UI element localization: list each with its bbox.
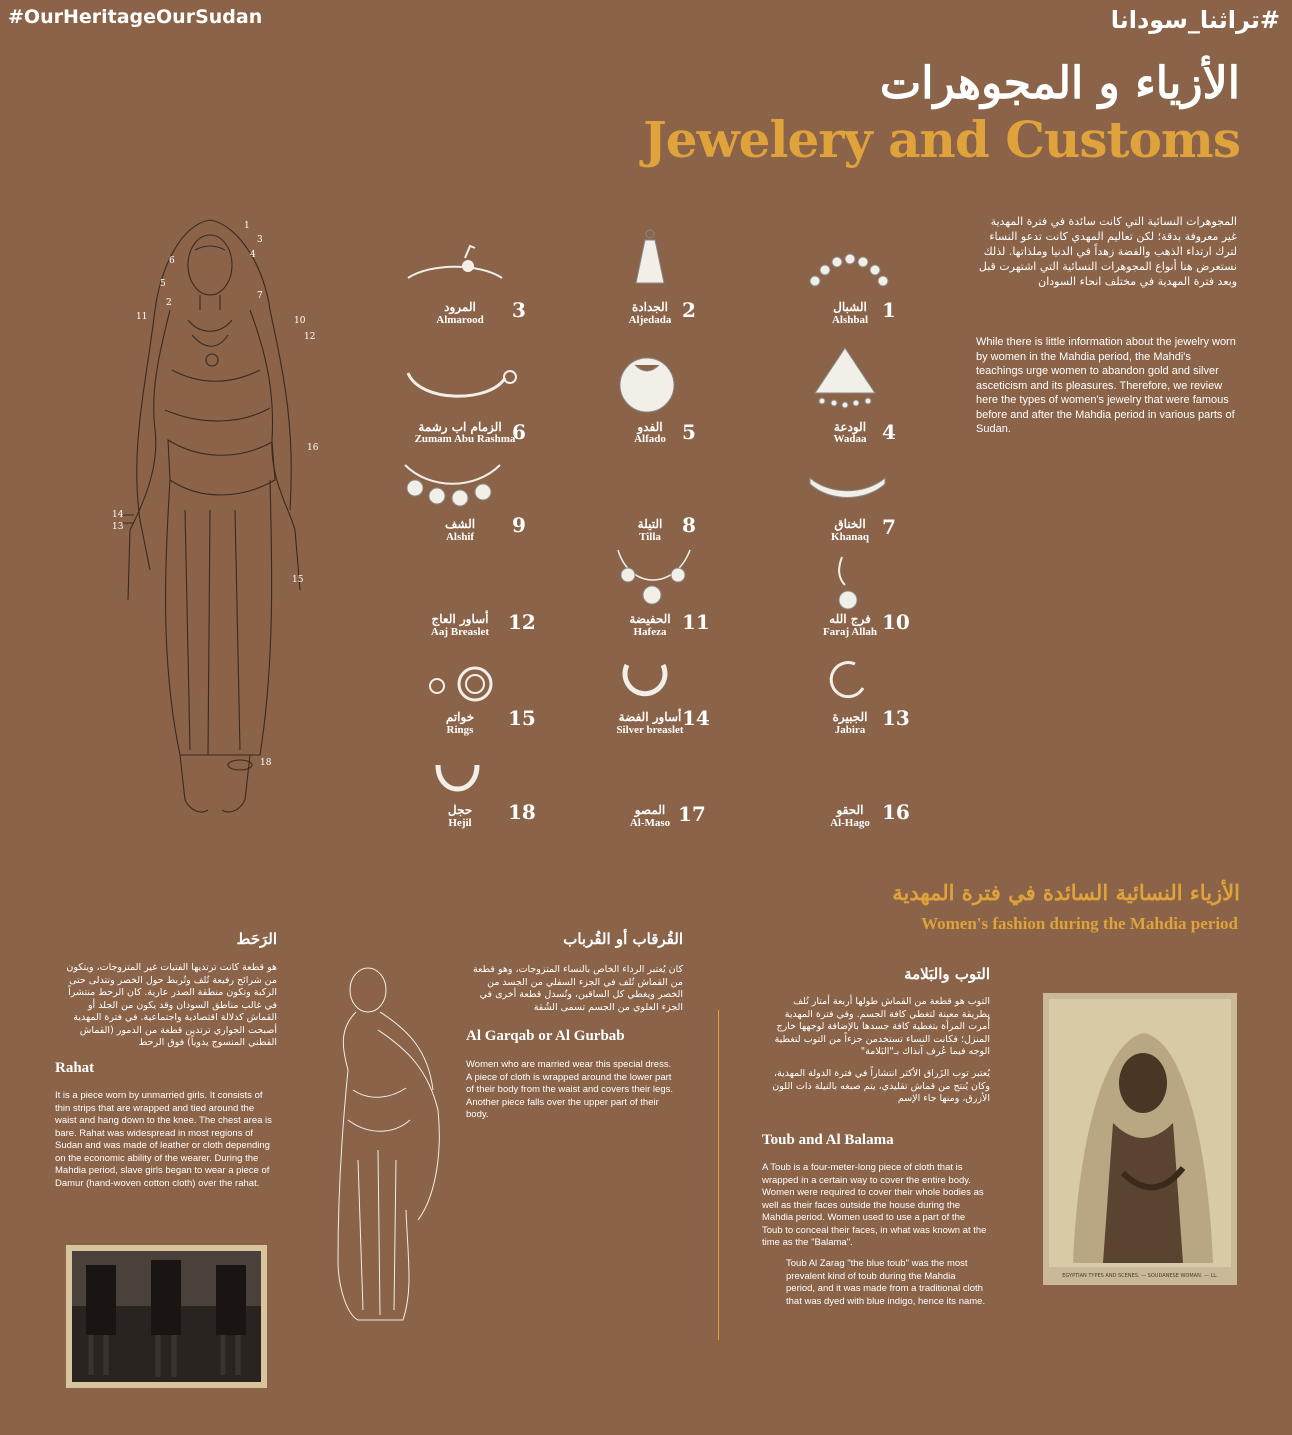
figure-number: 2 [166, 298, 172, 308]
jewel-number: 1 [882, 298, 896, 322]
jewel-name-en: Khanaq [831, 531, 869, 543]
jewel-name-ar: حجل [447, 803, 473, 817]
toub-text-en-2: Toub Al Zarag "the blue toub" was the most prevalent kind of toub during the Mahdia period, and it was made from a traditional cloth that was dyed with blue indigo, hence its name. [786, 1258, 986, 1307]
rings-icon [425, 658, 505, 708]
jewel-number: 14 [682, 706, 710, 730]
jewel-name-en: Alshbal [831, 314, 869, 326]
jewel-number: 6 [512, 420, 526, 444]
toub-title-ar: التوب والبَلامة [904, 965, 990, 983]
page-title-en: Jewelery and Customs [643, 110, 1240, 169]
jewel-name-ar: المرود [444, 300, 476, 314]
jewel-number: 5 [682, 420, 696, 444]
jewel-item-khanaq [790, 455, 940, 550]
jewel-name-ar: الجدادة [632, 300, 668, 314]
jewel-number: 17 [678, 802, 706, 826]
jewel-number: 11 [682, 610, 710, 634]
jewel-item-al-hago [790, 745, 940, 840]
garqab-title-en: Al Garqab or Al Gurbab [466, 1028, 625, 1044]
jewel-name-ar: الفدو [637, 420, 663, 434]
figure-number: 3 [257, 235, 263, 245]
figure-number: 18 [260, 758, 272, 768]
figure-number: 6 [169, 256, 175, 266]
jewel-number: 7 [882, 515, 896, 539]
jewel-number: 15 [508, 706, 536, 730]
almarood-icon [400, 238, 510, 293]
jewel-item-zumam [400, 348, 550, 443]
page-title-ar: الأزياء و المجوهرات [879, 58, 1240, 109]
jewel-item-rings [400, 648, 550, 743]
jewel-item-hafeza [590, 550, 740, 645]
jabira-icon [825, 658, 870, 703]
zumam-icon [400, 363, 520, 413]
jewel-number: 16 [882, 800, 910, 824]
figure-number: 13 [112, 522, 124, 532]
jewel-number: 4 [882, 420, 896, 444]
garqab-title-ar: القُرقاب أو القُرباب [563, 930, 683, 948]
jewel-name-en: Alfado [634, 433, 666, 445]
jewel-name-ar: التيلة [637, 517, 663, 531]
silver-breaslet-icon [615, 653, 675, 708]
jewel-item-al-maso [590, 745, 740, 840]
jewel-name-en: Alshif [445, 531, 475, 543]
jewel-item-aaj-breaslet [400, 550, 550, 645]
jewel-name-ar: فرج الله [829, 612, 871, 626]
jewel-name-ar: الودعة [833, 420, 867, 434]
jewel-item-hejil [400, 745, 550, 840]
jewel-number: 10 [882, 610, 910, 634]
rahat-title-en: Rahat [55, 1060, 95, 1076]
jewel-name-ar: الحفيضة [629, 612, 671, 626]
rahat-photo [66, 1245, 267, 1388]
jewel-number: 3 [512, 298, 526, 322]
jewel-name-en: Jabira [834, 724, 866, 736]
jewel-name-en: Al-Maso [629, 817, 671, 829]
jewel-name-ar: أساور العاج [431, 612, 489, 626]
figure-number: 11 [136, 312, 148, 322]
figure-number: 10 [294, 316, 306, 326]
jewel-item-aljedada [590, 238, 740, 333]
alfado-icon [615, 353, 680, 413]
jewel-name-en: Al-Hago [830, 817, 870, 829]
jewel-name-en: Silver breaslet [616, 724, 684, 736]
jewel-name-en: Rings [446, 724, 474, 736]
toub-text-ar-1: التوب هو قطعة من القماش طولها أربعة أمتار تُلف بطريقة معينة لتغطي كافة الجسم. وفي فترة المهدية أُمرت المرأة بتغطية كافة جسدها بالإضافة لوجهها خارج المنزل؛ فكانت النساء تستخدمن جزءاً من التوب لتغطية الوجه فيما عُرف آنذاك بـ"البَلامة" [774, 996, 990, 1057]
intro-text-ar: المجوهرات النسائية التي كانت سائدة في فترة المهدية غير معروفة بدقة؛ لكن تعاليم المهدي كانت تدعو النساء لترك ارتداء الذهب والفضة زهداً في الدنيا وملذاتها. لذلك نستعرض هنا أنواع المجوهرات النسائية التي اشتهرت قبل وبعد فترة المهدية في مختلف انحاء السودان [978, 215, 1237, 288]
jewel-name-en: Aljedada [628, 314, 672, 326]
jewel-item-wadaa [790, 348, 940, 443]
jewel-name-en: Almarood [436, 314, 484, 326]
fashion-title-ar: الأزياء النسائية السائدة في فترة المهدية [892, 880, 1240, 905]
jewel-name-en: Hafeza [633, 626, 667, 638]
jewel-number: 18 [508, 800, 536, 824]
jewel-item-tilla [590, 455, 740, 550]
toub-photo-image [1043, 993, 1237, 1285]
section-divider [718, 1010, 719, 1340]
toub-text-ar-2: يُعتبر توب الزَراق الأكثر انتشاراً في فترة الدولة المهدية، وكان يُنتج من قماش تقليدي، يتم صبغه بالنيلة ذات اللون الأزرق، ومنها جاء الإسم [772, 1068, 990, 1104]
jewel-name-ar: الشف [444, 517, 476, 531]
hafeza-icon [610, 545, 700, 615]
jewel-number: 8 [682, 513, 696, 537]
jewel-name-en: Wadaa [833, 433, 867, 445]
jewel-item-alshif [400, 455, 550, 550]
jewel-name-ar: أساور الفضة [618, 710, 682, 724]
fashion-title-en: Women's fashion during the Mahdia period [921, 914, 1238, 933]
jewel-item-almarood [400, 238, 550, 333]
alshif-icon [400, 460, 505, 510]
garqab-text-en: Women who are married wear this special dress. A piece of cloth is wrapped around the lower part of their body from the waist and covers their legs. Another piece falls over the upper part of their body. [466, 1059, 673, 1120]
figure-number: 16 [307, 443, 319, 453]
wadaa-icon [810, 343, 880, 413]
jewel-item-silver-breaslet [590, 648, 740, 743]
jewel-item-alshbal [790, 238, 940, 333]
figure-number: 1 [244, 221, 250, 231]
hashtag-en: #OurHeritageOurSudan [8, 6, 263, 28]
jewel-name-ar: المصو [634, 803, 666, 817]
hejil-icon [430, 757, 485, 797]
toub-text-en-1: A Toub is a four-meter-long piece of cloth that is wrapped in a certain way to cover the entire body. Women were required to cover their whole bodies as well as their faces outside the house during the Mahdia period. Women used to use a part of the Toub to conceal their faces, in what was known at the time as the "Balama". [762, 1162, 987, 1248]
rahat-text-en: It is a piece worn by unmarried girls. It consists of thin strips that are wrapped and tied around the waist and hang down to the knee. The chest area is bare. Rahat was widespread in most regions of Sudan and was made of leather or cloth depending on the economic ability of the wearer. During the Mahdia period, slave girls began to wear a piece of Damur (hand-woven cotton cloth) over the rahat. [55, 1090, 272, 1189]
jewel-name-ar: الزمام اب رشمة [418, 420, 502, 434]
woman-figure-illustration [100, 210, 330, 840]
jewel-name-en: Hejil [448, 817, 472, 829]
jewel-item-alfado [590, 348, 740, 443]
jewel-number: 9 [512, 513, 526, 537]
figure-number: 7 [257, 291, 263, 301]
rahat-text-ar: هو قطعة كانت ترتديها الفتيات غير المتزوجات، ويتكون من شرائح رفيعة تُلف وتُربط حول الخصر وتتدلى حتى الركبة وتكون منطقة الصدر عارية. كان الرحط منتشراً في غالب مناطق السودان وقد يكون من الجلد أو القماش كدلالة اقتصادية واجتماعية. في فترة المهدية أصبحت الجواري ترتدين قطعة من الدمور (القماش القطني المنسوج يدوياً) فوق الرحط [66, 962, 277, 1048]
khanaq-icon [805, 470, 890, 500]
jewel-item-jabira [790, 648, 940, 743]
jewel-name-en: Faraj Allah [822, 626, 878, 638]
figure-number: 14 [112, 510, 124, 520]
jewel-name-ar: خواتم [445, 710, 475, 724]
jewel-number: 13 [882, 706, 910, 730]
toub-photo [1043, 993, 1237, 1285]
intro-text-en: While there is little information about the jewelry worn by women in the Mahdia period, the Mahdi's teachings urge women to abandon gold and silver asceticism and its pleasures. Therefore, we review here the types of women's jewelry that were famous before and after the Mahdia period in various parts of Sudan. [976, 336, 1236, 435]
jewel-item-faraj-allah [790, 550, 940, 645]
figure-number: 4 [250, 250, 256, 260]
rahat-title-ar: الرَحَط [236, 930, 277, 948]
alshbal-icon [805, 246, 890, 291]
jewel-name-en: Zumam Abu Rashma [414, 433, 516, 445]
garqab-figure-illustration [318, 960, 448, 1330]
rahat-photo-image [66, 1245, 267, 1388]
jewel-name-ar: الحقو [836, 803, 864, 817]
garqab-text-ar: كان يُعتبر الرداء الخاص بالنساء المتزوجات، وهو قطعة من القماش تُلف في الجزء السفلي من الجسد من الخصر ويغطي كل الساقين، وتُسدل قطعة أخرى في الجزء العلوي من الجسم تسمى الشُقة [472, 964, 683, 1013]
faraj-allah-icon [830, 555, 865, 615]
jewel-number: 2 [682, 298, 696, 322]
jewel-name-ar: الجبيرة [832, 710, 868, 724]
jewel-number: 12 [508, 610, 536, 634]
figure-number: 12 [304, 332, 316, 342]
hashtag-ar: #تراثنا_سودانا [1110, 6, 1280, 34]
toub-photo-caption: EGYPTIAN TYPES AND SCENES. — SOUDANESE WOMAN. — LL. [1062, 1273, 1218, 1279]
figure-number: 15 [292, 575, 304, 585]
aljedada-icon [630, 228, 670, 293]
toub-title-en: Toub and Al Balama [762, 1132, 894, 1148]
jewel-name-ar: الخناق [834, 517, 866, 531]
jewel-name-en: Aaj Breaslet [430, 626, 490, 638]
figure-number: 5 [160, 279, 166, 289]
jewel-name-ar: الشبال [833, 300, 867, 314]
jewel-name-en: Tilla [639, 531, 661, 543]
